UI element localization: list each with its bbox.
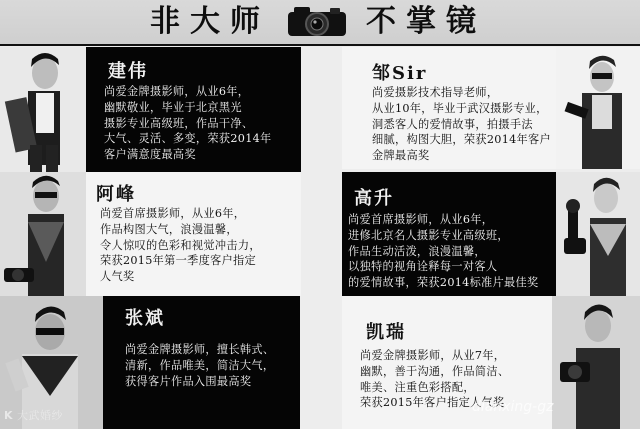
photographer-card-zousir	[342, 47, 556, 169]
bio-line: 幽默，善于沟通，作品简洁、	[360, 364, 510, 378]
poster-header	[0, 0, 640, 46]
bio-line: 幽默敬业，毕业于北京黑光	[104, 100, 242, 114]
title-char: 掌	[406, 4, 440, 39]
bio-line: 唯美、注重色彩搭配，	[360, 380, 475, 394]
bio-line: 从业10年，毕业于武汉摄影专业，	[372, 101, 548, 115]
photographer-bio	[104, 84, 272, 163]
bio-line: 令人惊叹的色彩和视觉冲击力，	[100, 238, 261, 252]
bio-line: 以独特的视角诠释每一对客人	[348, 260, 498, 274]
bio-line: 荣获2015年客户指定人气奖	[360, 396, 505, 410]
bio-line: 金牌最高奖	[372, 149, 430, 163]
photographer-photo	[552, 296, 640, 429]
title-char: 大	[190, 4, 224, 39]
bio-line: 尚爱金牌摄影师，从业7年，	[360, 349, 506, 362]
photographer-photo	[556, 172, 640, 296]
brand-name: 大武婚纱	[17, 409, 64, 422]
photographer-photo	[556, 47, 640, 169]
bio-line: 尚爱首席摄影师，从业6年，	[348, 213, 494, 226]
photographer-bio	[372, 85, 551, 164]
bio-line: 尚爱金牌摄影师，擅长韩式、	[125, 343, 275, 356]
title-char: 师	[230, 4, 264, 39]
bio-line: 获得客片作品入围最高奖	[125, 374, 252, 388]
photographer-bio	[100, 206, 261, 285]
photographer-bio	[125, 342, 274, 389]
bio-line: 大气、灵活、多变，荣获2014年	[104, 132, 272, 146]
bio-line: 作品构图大气，浪漫温馨，	[100, 222, 238, 236]
brand-logo: K	[4, 409, 14, 422]
photographer-name: 凯瑞	[366, 322, 406, 343]
photographer-photo	[0, 47, 86, 172]
photographer-card-gaosheng	[342, 172, 556, 296]
title-char: 不	[366, 4, 400, 39]
bio-line: 人气奖	[100, 270, 135, 284]
photographer-name: 高升	[354, 188, 394, 209]
photographer-bio	[348, 212, 539, 291]
photographer-name: 建伟	[108, 61, 148, 82]
camera-icon	[284, 4, 350, 40]
site-watermark: dianxing-gz	[472, 399, 554, 415]
photographer-card-zhangbin	[103, 296, 300, 429]
photographer-photo	[0, 172, 86, 296]
photographer-card-afeng	[86, 172, 301, 296]
bio-line: 作品生动活泼，浪漫温馨，	[348, 244, 486, 258]
bio-line: 尚爱金牌摄影师，从业6年，	[104, 85, 250, 98]
photographer-name: 张斌	[125, 308, 165, 329]
photographer-card-jianwei	[86, 47, 301, 172]
photographer-name: 阿峰	[96, 184, 136, 205]
title-char: 非	[150, 4, 184, 39]
bio-line: 细腻，构图大胆，荣获2014年客户	[372, 133, 552, 147]
title-char: 镜	[446, 4, 480, 39]
bio-line: 客户满意度最高奖	[104, 148, 196, 162]
bio-line: 摄影专业高级班，作品干净、	[104, 116, 254, 130]
bio-line: 进修北京名人摄影专业高级班，	[348, 228, 509, 242]
bio-line: 的爱情故事，荣获2014标准片最佳奖	[348, 276, 539, 290]
brand-watermark	[4, 407, 63, 423]
bio-line: 洞悉客人的爱情故事，拍摄手法	[372, 117, 533, 131]
bio-line: 清新，作品唯美，简洁大气，	[125, 358, 275, 372]
bio-line: 荣获2015年第一季度客户指定	[100, 254, 257, 268]
photographer-name: 邹Sir	[372, 63, 428, 84]
bio-line: 尚爱首席摄影师，从业6年，	[100, 207, 246, 220]
bio-line: 尚爱摄影技术指导老师，	[372, 86, 499, 99]
